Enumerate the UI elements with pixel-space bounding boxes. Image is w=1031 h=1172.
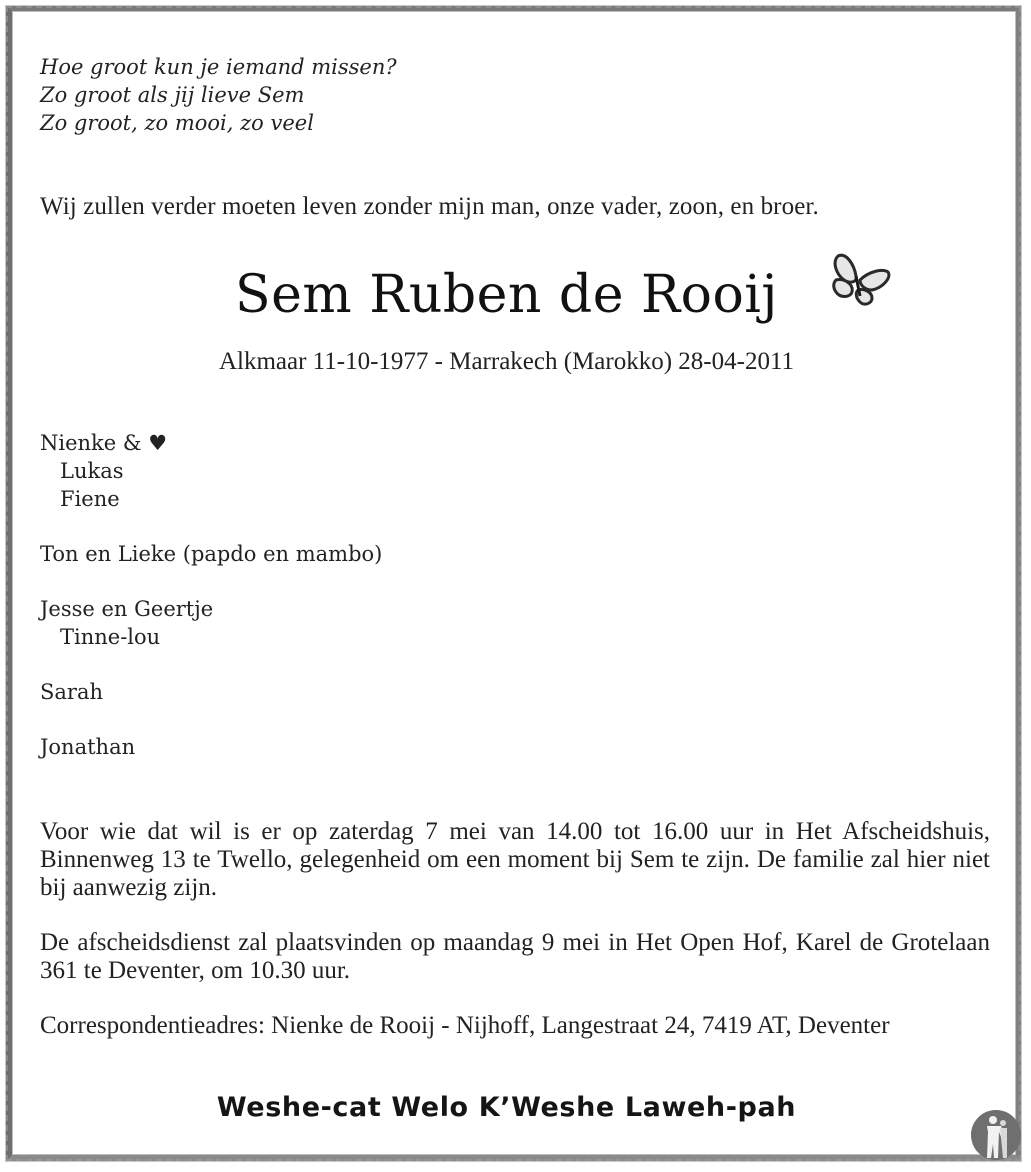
family-member: Sarah [40,680,103,704]
intro-text: Wij zullen verder moeten leven zonder mijn man, onze vader, zoon, en broer. [40,193,819,220]
visitation-paragraph: Voor wie dat wil is er op zaterdag 7 mei van 14.00 tot 16.00 uur in Het Afscheidshuis, Binnenweg 13 te Twello, gelegenheid om een moment bij Sem te zijn. De familie zal hier niet bij aanwezig zijn. [40,818,990,901]
poem-line: Zo groot als jij lieve Sem [40,83,305,107]
life-dates: Alkmaar 11-10-1977 - Marrakech (Marokko) 28-04-2011 [218,348,795,375]
family-group [40,595,382,651]
announcement-info [40,818,990,1067]
family-member: Jonathan [40,735,136,759]
family-member: Nienke & ♥ [40,431,168,455]
embracing-figures-logo-icon [971,1110,1021,1160]
family-group [40,733,382,761]
family-member: Jesse en Geertje [40,597,214,621]
family-member-child: Tinne-lou [60,625,161,649]
poem-line: Zo groot, zo mooi, zo veel [40,111,314,135]
closing-phrase: Weshe-cat Welo K’Weshe Laweh-pah [216,1092,797,1123]
family-member-child: Fiene [60,487,120,511]
family-member-child: Lukas [60,459,124,483]
poem-line: Hoe groot kun je iemand missen? [40,55,397,79]
family-list [40,429,382,788]
butterfly-icon [828,250,894,308]
family-group [40,540,382,568]
family-group [40,429,382,513]
deceased-name: Sem Ruben de Rooij [234,265,779,325]
service-paragraph: De afscheidsdienst zal plaatsvinden op maandag 9 mei in Het Open Hof, Karel de Grotelaan 361 te Deventer, om 10.30 uur. [40,929,990,984]
family-group [40,678,382,706]
family-member: Ton en Lieke (papdo en mambo) [40,542,383,566]
correspondence-address: Correspondentieadres: Nienke de Rooij - Nijhoff, Langestraat 24, 7419 AT, Deventer [40,1012,890,1039]
poem [40,53,397,137]
